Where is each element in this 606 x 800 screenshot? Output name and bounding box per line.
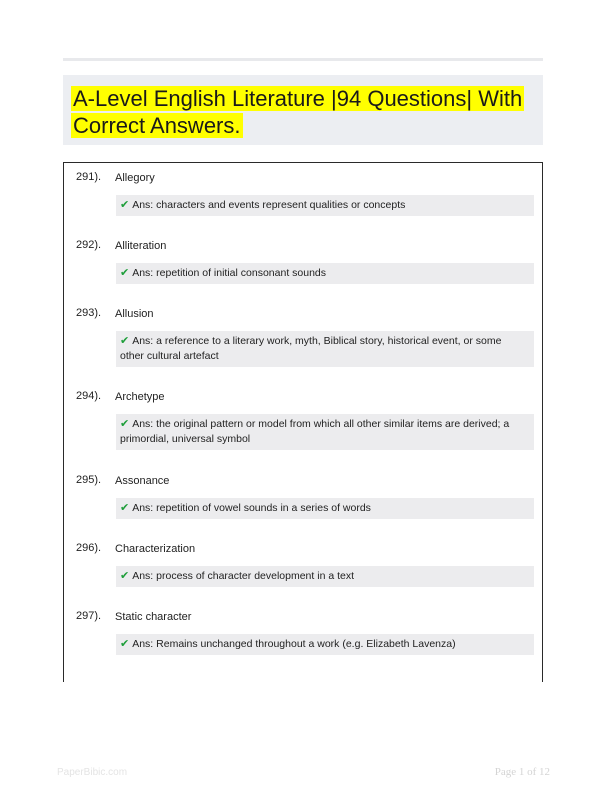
question-term: Allusion [115,308,154,320]
question-number: 297). [76,610,102,622]
question-number: 292). [76,239,102,251]
question-number: 291). [76,171,102,183]
answer-box [116,414,534,450]
top-divider [63,58,543,61]
check-icon: ✔ [120,502,130,514]
check-icon: ✔ [120,570,130,582]
title-banner [63,75,543,145]
answer-text: Ans: the original pattern or model from which all other similar items are derived; a primordial, universal symbol [120,418,510,445]
answer-text: Ans: Remains unchanged throughout a work (e.g. Elizabeth Lavenza) [132,638,456,650]
question-number: 293). [76,307,102,319]
question-term: Characterization [115,543,196,555]
check-icon: ✔ [120,638,130,650]
qa-list [63,162,543,682]
question-term: Static character [115,611,192,623]
check-icon: ✔ [120,199,130,211]
check-icon: ✔ [120,267,130,279]
answer-text: Ans: repetition of initial consonant sounds [132,267,327,279]
question-number: 294). [76,390,102,402]
answer-text: Ans: process of character development in a text [132,570,355,582]
answer-text: Ans: repetition of vowel sounds in a series of words [132,502,371,514]
answer-text: Ans: a reference to a literary work, myth, Biblical story, historical event, or some other cultural artefact [120,335,502,362]
question-term: Alliteration [115,240,167,252]
answer-box [116,195,534,216]
question-number: 296). [76,542,102,554]
answer-box [116,263,534,284]
question-number: 295). [76,474,102,486]
footer-watermark: PaperBibic.com [57,767,128,778]
answer-box [116,331,534,367]
answer-text: Ans: characters and events represent qualities or concepts [132,199,406,211]
answer-box [116,566,534,587]
answer-box [116,498,534,519]
question-term: Archetype [115,391,165,403]
answer-box [116,634,534,655]
page-number: Page 1 of 12 [494,766,550,778]
question-term: Assonance [115,475,170,487]
question-term: Allegory [115,172,155,184]
check-icon: ✔ [120,335,130,347]
check-icon: ✔ [120,418,130,430]
document-title: A-Level English Literature |94 Questions| With Correct Answers. [73,86,523,138]
